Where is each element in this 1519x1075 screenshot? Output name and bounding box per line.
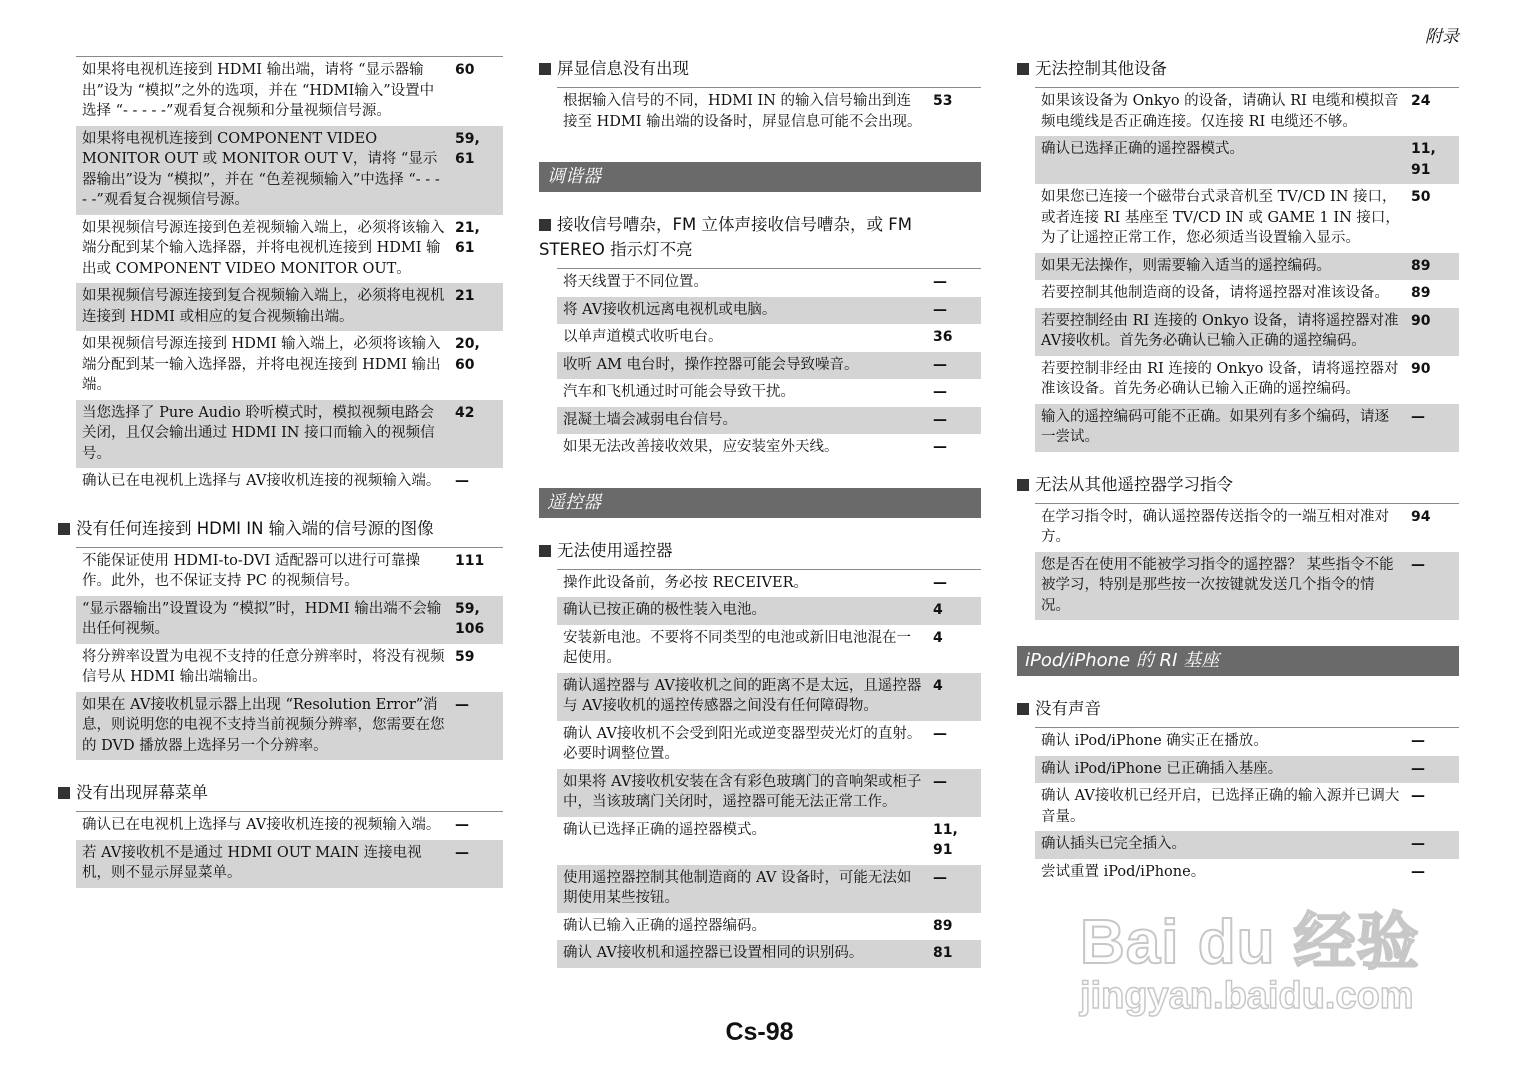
row-description: 如果您已连接一个磁带台式录音机至 TV/CD IN 接口，或者连接 RI 基座至 TV/CD IN 或 GAME 1 IN 接口，为了让遥控正常工作，您必须适当设置输入显示。 <box>1041 189 1400 246</box>
row-description: 以单声道模式收听电台。 <box>563 329 723 345</box>
row-description: 使用遥控器控制其他制造商的 AV 设备时，可能无法如期使用某些按钮。 <box>563 869 912 906</box>
row-description: 确认 AV接收机不会受到阳光或逆变器型荧光灯的直射。必要时调整位置。 <box>563 725 922 762</box>
row-page-reference: 59 <box>455 648 475 665</box>
row-description: 确认 AV接收机和遥控器已设置相同的识别码。 <box>563 945 864 961</box>
table-row <box>76 596 503 644</box>
row-page-reference: 90 <box>1411 360 1431 377</box>
heading-text: 接收信号嘈杂，FM 立体声接收信号嘈杂，或 FM STEREO 指示灯不亮 <box>539 215 912 259</box>
row-page-reference: — <box>933 411 947 428</box>
heading-no-onscreen-info <box>539 56 981 81</box>
heading-no-hdmi-image <box>58 516 503 541</box>
table-row <box>557 913 981 941</box>
troubleshoot-table-tuner <box>557 268 981 462</box>
row-description: 如果视频信号源连接到复合视频输入端上，必须将电视机连接到 HDMI 或相应的复合视频输出端。 <box>82 288 445 325</box>
row-page-reference: 53 <box>933 93 953 109</box>
row-page-reference: 81 <box>933 945 953 961</box>
column-left <box>76 56 503 888</box>
row-description: 确认已选择正确的遥控器模式。 <box>563 821 766 838</box>
row-page-reference: 11, 91 <box>1411 141 1436 178</box>
table-row <box>76 126 503 215</box>
row-description: 确认已输入正确的遥控器编码。 <box>563 917 766 934</box>
heading-text: 无法使用遥控器 <box>557 540 673 560</box>
row-description: 确认已按正确的极性装入电池。 <box>563 602 766 618</box>
row-page-reference: — <box>1411 408 1425 425</box>
table-row <box>1035 184 1459 253</box>
row-description: 确认 iPod/iPhone 已正确插入基座。 <box>1041 760 1283 777</box>
appendix-header-label: 附录 <box>1425 27 1459 47</box>
table-row <box>1035 88 1459 136</box>
table-row <box>76 644 503 692</box>
row-page-reference: 21 <box>455 288 475 304</box>
section-bar-ipod-dock: iPod/iPhone 的 RI 基座 <box>1017 646 1459 676</box>
troubleshoot-table-hdmi <box>76 547 503 761</box>
row-page-reference: — <box>933 574 947 591</box>
row-page-reference: 89 <box>1411 285 1431 301</box>
row-description: 在学习指令时，确认遥控器传送指令的一端互相对准对方。 <box>1041 508 1389 545</box>
table-row <box>557 379 981 407</box>
table-row <box>1035 756 1459 784</box>
row-description: 若要控制其他制造商的设备，请将遥控器对准该设备。 <box>1041 285 1389 301</box>
heading-no-sound <box>1017 696 1459 721</box>
row-description: 安装新电池。不要将不同类型的电池或新旧电池混在一起使用。 <box>563 629 911 666</box>
watermark-logo: Bai du 经验 <box>1080 908 1420 977</box>
row-page-reference: 94 <box>1411 508 1431 525</box>
row-page-reference: 89 <box>933 917 953 934</box>
row-description: 确认插头已完全插入。 <box>1041 836 1186 852</box>
table-row <box>1035 831 1459 859</box>
row-description: 当您选择了 Pure Audio 聆听模式时，模拟视频电路会关闭，且仅会输出通过 HDMI IN 接口而输入的视频信号。 <box>82 404 435 462</box>
row-page-reference: 59, 61 <box>455 130 480 167</box>
row-description: 操作此设备前，务必按 RECEIVER。 <box>563 574 808 591</box>
row-page-reference: 4 <box>933 629 943 646</box>
troubleshoot-table-ipod <box>1035 727 1459 886</box>
row-description: 确认已在电视机上选择与 AV接收机连接的视频输入端。 <box>82 817 441 833</box>
row-description: 确认遥控器与 AV接收机之间的距离不是太远，且遥控器与 AV接收机的遥控传感器之间没有任何障碍物。 <box>563 677 922 714</box>
row-page-reference: 90 <box>1411 312 1431 329</box>
bullet-square-icon <box>1017 479 1029 491</box>
row-page-reference: — <box>933 773 947 790</box>
table-row <box>76 57 503 126</box>
table-row <box>76 548 503 596</box>
baidu-jingyan-watermark <box>1080 892 1440 1017</box>
row-description: 确认 iPod/iPhone 确实正在播放。 <box>1041 733 1268 749</box>
table-row <box>76 840 503 888</box>
row-description: 若 AV接收机不是通过 HDMI OUT MAIN 连接电视机，则不显示屏显菜单。 <box>82 844 422 881</box>
row-description: 如果将 AV接收机安装在含有彩色玻璃门的音响架或柜子中，当该玻璃门关闭时，遥控器可能无法正常工作。 <box>563 773 922 810</box>
table-row <box>1035 552 1459 621</box>
row-description: 如果在 AV接收机显示器上出现 “Resolution Error”消息，则说明您的电视不支持当前视频分辨率，您需要在您的 DVD 播放器上选择另一个分辨率。 <box>82 696 445 754</box>
row-description: 若要控制经由 RI 连接的 Onkyo 设备，请将遥控器对准 AV接收机。首先务必确认已输入正确的遥控编码。 <box>1041 312 1399 349</box>
troubleshoot-table-remote <box>557 569 981 968</box>
heading-text: 没有出现屏幕菜单 <box>76 783 208 802</box>
troubleshoot-table-video <box>76 56 503 496</box>
row-description: 如果无法操作，则需要输入适当的遥控编码。 <box>1041 257 1331 274</box>
table-row <box>557 625 981 673</box>
table-row <box>557 721 981 769</box>
table-row <box>76 468 503 496</box>
bullet-square-icon <box>539 219 551 231</box>
table-row <box>1035 308 1459 356</box>
row-page-reference: — <box>1411 733 1425 749</box>
heading-text: 没有任何连接到 HDMI IN 输入端的信号源的图像 <box>76 518 434 538</box>
table-row <box>76 331 503 400</box>
heading-noisy-reception <box>539 212 981 262</box>
row-page-reference: — <box>1411 836 1425 852</box>
troubleshoot-table-learn <box>1035 503 1459 621</box>
row-description: 如果视频信号源连接到 HDMI 输入端上，必须将该输入端分配到某一输入选择器，并将电视连接到 HDMI 输出端。 <box>82 336 441 393</box>
table-row <box>1035 356 1459 404</box>
row-page-reference: 24 <box>1411 93 1431 109</box>
table-row <box>1035 783 1459 831</box>
table-row <box>557 407 981 435</box>
row-page-reference: — <box>455 817 469 833</box>
heading-no-osd-menu <box>58 780 503 805</box>
page-number: Cs-98 <box>725 1018 794 1046</box>
table-row <box>76 692 503 761</box>
row-description: 确认已选择正确的遥控器模式。 <box>1041 141 1244 157</box>
row-description: 混凝土墙会减弱电台信号。 <box>563 411 737 428</box>
table-row <box>557 597 981 625</box>
watermark-url: jingyan.baidu.com <box>1080 975 1414 1017</box>
row-page-reference: — <box>1411 760 1425 777</box>
row-description: 您是否在使用不能被学习指令的遥控器？ 某些指令不能被学习，特别是那些按一次按键就发送几个指令的情况。 <box>1041 556 1394 614</box>
row-page-reference: 50 <box>1411 189 1431 205</box>
troubleshoot-table-osd <box>76 811 503 888</box>
row-page-reference: 21, 61 <box>455 219 480 256</box>
table-row <box>557 352 981 380</box>
table-row <box>557 570 981 598</box>
row-description: 如果视频信号源连接到色差视频输入端上，必须将该输入端分配到某个输入选择器，并将电视机连接到 HDMI 输出或 COMPONENT VIDEO MONITOR OUT。 <box>82 219 445 277</box>
table-row <box>557 673 981 721</box>
row-page-reference: — <box>933 384 947 400</box>
row-description: 如果无法改善接收效果，应安装室外天线。 <box>563 439 839 455</box>
row-description: “显示器输出”设置设为 “模拟”时，HDMI 输出端不会输出任何视频。 <box>82 600 442 637</box>
section-bar-remote: 遥控器 <box>539 488 981 518</box>
row-description: 将分辨率设置为电视不支持的任意分辨率时，将没有视频信号从 HDMI 输出端输出。 <box>82 648 445 685</box>
row-description: 根据输入信号的不同，HDMI IN 的输入信号输出到连接至 HDMI 输出端的设备时，屏显信息可能不会出现。 <box>563 93 922 130</box>
table-row <box>76 283 503 331</box>
row-page-reference: — <box>933 439 947 455</box>
row-description: 汽车和飞机通过时可能会导致干扰。 <box>563 384 795 400</box>
heading-remote-not-working <box>539 538 981 563</box>
table-row <box>557 817 981 865</box>
column-middle <box>539 56 981 968</box>
table-row <box>1035 404 1459 452</box>
row-page-reference: — <box>933 301 947 318</box>
row-page-reference: — <box>1411 556 1425 573</box>
row-page-reference: — <box>1411 863 1425 880</box>
table-row <box>557 940 981 968</box>
column-right <box>1025 56 1459 886</box>
bullet-square-icon <box>539 545 551 557</box>
row-page-reference: 11, 91 <box>933 821 958 858</box>
row-description: 如果将电视机连接到 COMPONENT VIDEO MONITOR OUT 或 MONITOR OUT V，请将 “显示器输出”设为 “模拟”，并在 “色差视频输入”中选择 “- - - - -”观看复合视频信号源。 <box>82 130 440 208</box>
row-page-reference: 20, 60 <box>455 336 480 373</box>
row-page-reference: 4 <box>933 602 943 618</box>
table-row <box>1035 253 1459 281</box>
row-description: 确认 AV接收机已经开启，已选择正确的输入源并已调大音量。 <box>1041 788 1400 825</box>
row-page-reference: — <box>933 869 947 886</box>
row-page-reference: — <box>933 274 947 290</box>
row-description: 输入的遥控编码可能不正确。如果列有多个编码，请逐一尝试。 <box>1041 408 1389 445</box>
row-description: 收听 AM 电台时，操作控器可能会导致噪音。 <box>563 356 859 373</box>
heading-text: 没有声音 <box>1035 699 1101 718</box>
table-row <box>557 434 981 462</box>
table-row <box>1035 136 1459 184</box>
table-row <box>557 769 981 817</box>
table-row <box>76 400 503 469</box>
row-description: 将天线置于不同位置。 <box>563 274 708 290</box>
row-page-reference: — <box>455 696 469 713</box>
row-description: 如果将电视机连接到 HDMI 输出端，请将 “显示器输出”设为 “模拟”之外的选项，并在 “HDMI输入”设置中选择 “- - - - -”观看复合视频和分量视频信号源。 <box>82 62 435 119</box>
bullet-square-icon <box>1017 63 1029 75</box>
table-row <box>1035 504 1459 552</box>
bullet-square-icon <box>58 523 70 535</box>
row-page-reference: 60 <box>455 62 475 78</box>
row-page-reference: — <box>933 356 947 373</box>
table-row <box>1035 280 1459 308</box>
table-row <box>557 324 981 352</box>
row-description: 如果该设备为 Onkyo 的设备，请确认 RI 电缆和模拟音频电缆线是否正确连接。仅连接 RI 电缆还不够。 <box>1041 93 1399 130</box>
table-row <box>76 215 503 284</box>
row-description: 将 AV接收机远离电视机或电脑。 <box>563 301 777 318</box>
row-description: 确认已在电视机上选择与 AV接收机连接的视频输入端。 <box>82 473 441 489</box>
bullet-square-icon <box>539 63 551 75</box>
row-page-reference: 4 <box>933 677 943 694</box>
row-page-reference: 89 <box>1411 257 1431 274</box>
troubleshoot-table-onscreen <box>557 87 981 136</box>
row-page-reference: — <box>455 473 469 489</box>
heading-text: 无法从其他遥控器学习指令 <box>1035 474 1233 494</box>
bullet-square-icon <box>58 787 70 799</box>
row-page-reference: — <box>455 844 469 861</box>
row-page-reference: 111 <box>455 552 485 569</box>
table-row <box>557 297 981 325</box>
table-row <box>1035 728 1459 756</box>
row-description: 尝试重置 iPod/iPhone。 <box>1041 863 1206 880</box>
row-page-reference: — <box>1411 788 1425 804</box>
heading-text: 无法控制其他设备 <box>1035 59 1167 78</box>
section-bar-tuner: 调谐器 <box>539 162 981 192</box>
heading-text: 屏显信息没有出现 <box>557 59 689 78</box>
heading-cannot-control-devices <box>1017 56 1459 81</box>
row-description: 若要控制非经由 RI 连接的 Onkyo 设备，请将遥控器对准该设备。首先务必确认已输入正确的遥控编码。 <box>1041 360 1399 397</box>
row-page-reference: 42 <box>455 404 475 421</box>
table-row <box>557 88 981 136</box>
table-row <box>76 812 503 840</box>
row-page-reference: 59, 106 <box>455 600 485 637</box>
row-page-reference: — <box>933 725 947 742</box>
bullet-square-icon <box>1017 703 1029 715</box>
table-row <box>1035 859 1459 887</box>
row-description: 不能保证使用 HDMI-to-DVI 适配器可以进行可靠操作。此外，也不保证支持 PC 的视频信号。 <box>82 552 420 589</box>
troubleshoot-table-control <box>1035 87 1459 452</box>
table-row <box>557 269 981 297</box>
table-row <box>557 865 981 913</box>
row-page-reference: 36 <box>933 329 953 345</box>
heading-cannot-learn <box>1017 472 1459 497</box>
